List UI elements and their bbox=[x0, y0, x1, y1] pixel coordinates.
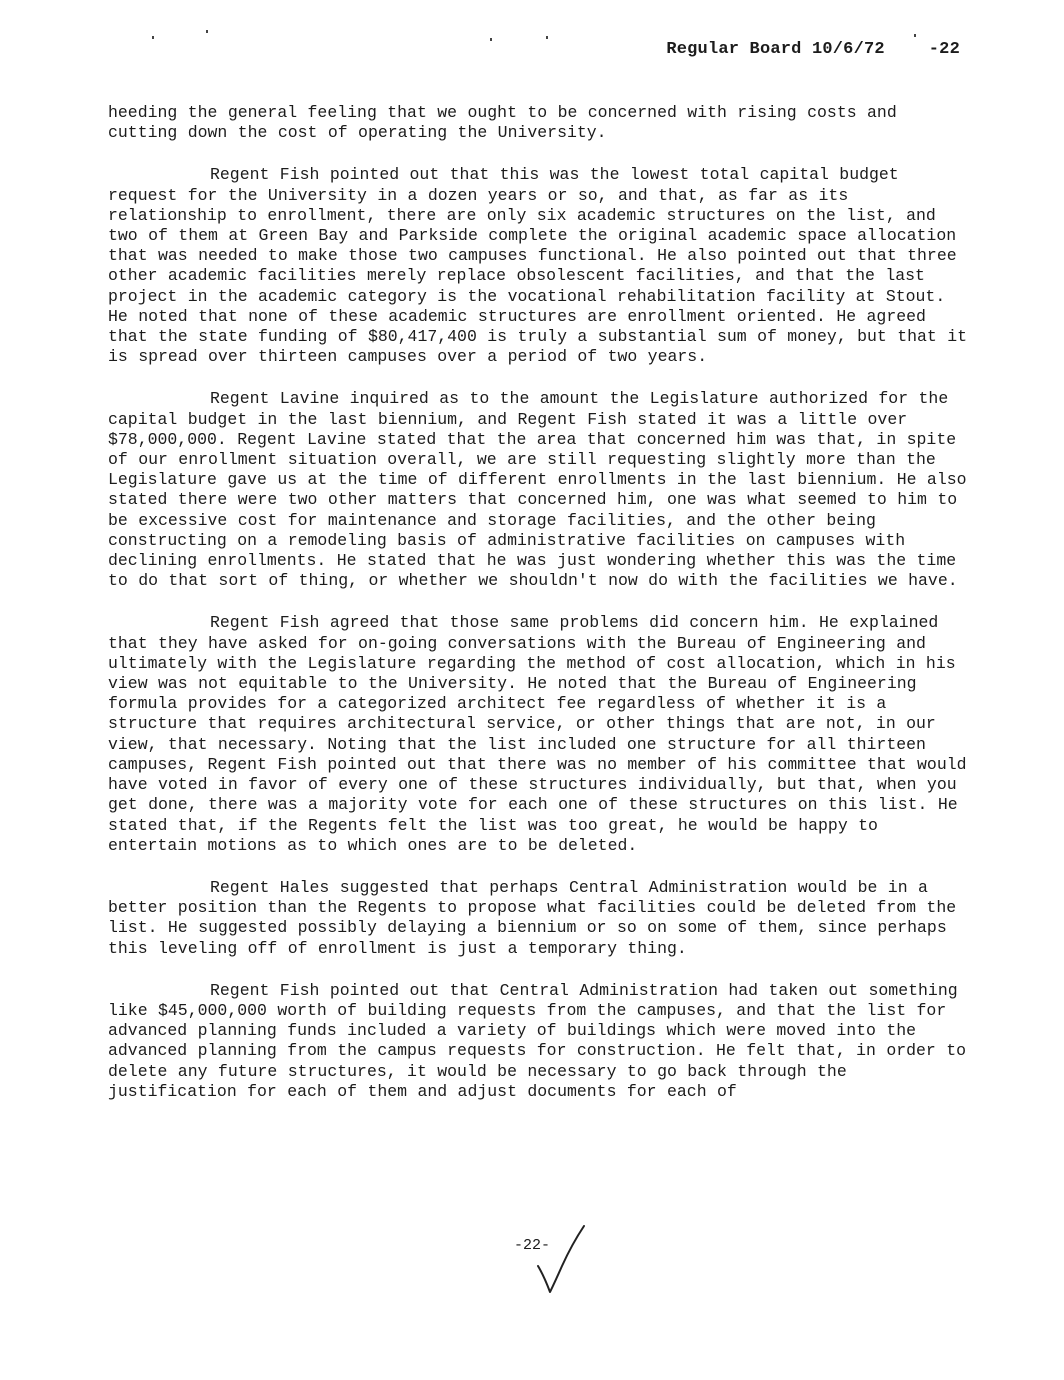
scan-speck bbox=[152, 36, 154, 39]
scan-speck bbox=[490, 38, 492, 41]
paragraph: Regent Fish pointed out that Central Administration had taken out something like $45,000,000 worth of building requests from the campuses, and that the list for advanced planning funds included a variety of buildings which were moved into the advanced planning from the campus requests for construction. He felt that, in order to delete any future structures, it would be necessary to go back through the justification for each of them and adjust documents for each of bbox=[108, 980, 967, 1101]
paragraph: Regent Fish pointed out that this was the lowest total capital budget request for the University in a dozen years or so, and that, as far as its relationship to enrollment, there are only six academic structures on the list, and two of them at Green Bay and Parkside complete the original academic space allocation that was needed to make those two campuses functional. He also pointed out that three other academic facilities merely replace obsolescent facilities, and that the last project in the academic category is the vocational rehabilitation facility at Stout. He noted that none of these academic structures are enrollment oriented. He agreed that the state funding of $80,417,400 is truly a substantial sum of money, but that it is spread over thirteen campuses over a period of two years. bbox=[108, 165, 968, 367]
paragraph: heeding the general feeling that we ought to be concerned with rising costs and cutting down the cost of operating the University. bbox=[108, 103, 897, 143]
paragraph: Regent Lavine inquired as to the amount the Legislature authorized for the capital budget in the last biennium, and Regent Fish stated it was a little over $78,000,000. Regent Lavine stated that the area that concerned him was that, in spite of our enrollment situation overall, we are still requesting slightly more than the Legislature gave us at the time of different enrollments in the last biennium. He also stated there were two other matters that concerned him, one was what seemed to him to be excessive cost for maintenance and storage facilities, and the other being constructing on a remodeling basis of administrative facilities on campuses with declining enrollments. He stated that he was just wondering whether this was the time to do that sort of thing, or whether we shouldn't now do with the facilities we have. bbox=[108, 389, 967, 591]
paragraph: Regent Hales suggested that perhaps Central Administration would be in a better position than the Regents to propose what facilities could be deleted from the list. He suggested possibly delaying a biennium or so on some of them, since perhaps this leveling off of enrollment is just a temporary thing. bbox=[108, 877, 957, 958]
footer-page-number: -22- bbox=[513, 1237, 550, 1254]
scan-speck bbox=[206, 30, 208, 33]
scan-speck bbox=[546, 36, 548, 39]
paragraph: Regent Fish agreed that those same problems did concern him. He explained that they have asked for on-going conversations with the Bureau of Engineering and ultimately with the Legislature regarding the method of cost allocation, which in his view was not equitable to the University. He noted that the Bureau of Engineering formula provides for a categorized architect fee regardless of whether it is a structure that requires architectural service, or other things that are not, in our view, that necessary. Noting that the list included one structure for all thirteen campuses, Regent Fish pointed out that there was no member of his committee that would have voted in favor of every one of these structures individually, but that, when you get done, there was a majority vote for each one of these structures on this list. He stated that, if the Regents felt the list was too great, he would be happy to entertain motions as to which ones are to be deleted. bbox=[108, 613, 967, 855]
header-title: Regular Board 10/6/72 bbox=[666, 40, 885, 59]
header-page-number: -22 bbox=[928, 40, 960, 59]
document-body bbox=[108, 103, 968, 1102]
scan-speck bbox=[914, 34, 916, 37]
checkmark-icon bbox=[532, 1222, 592, 1302]
page-header bbox=[666, 40, 960, 59]
